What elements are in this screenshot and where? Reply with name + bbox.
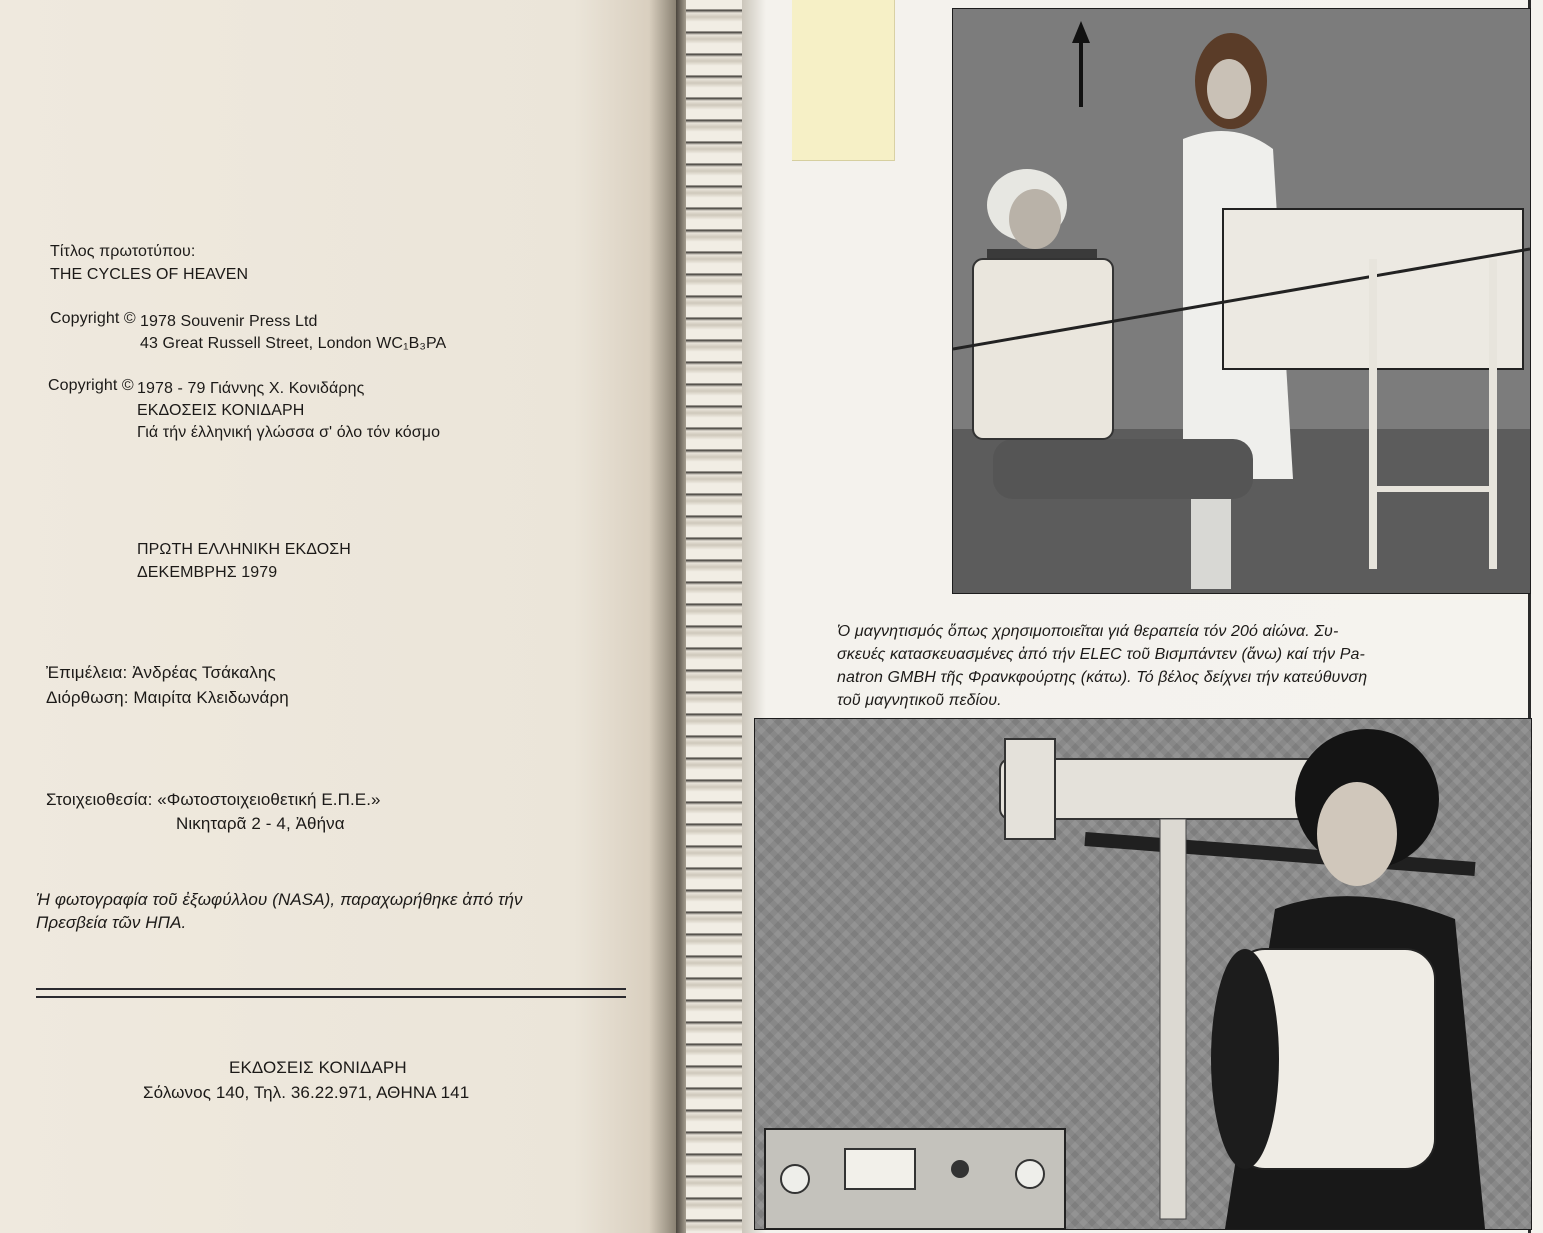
sticky-note <box>792 0 895 161</box>
caption-line4: τοῦ μαγνητικοῦ πεδίου. <box>837 692 1002 709</box>
typesetting-line2: Νικηταρᾶ 2 - 4, Ἀθήνα <box>176 814 345 833</box>
left-page <box>0 0 676 1233</box>
typesetting-line1: Στοιχειοθεσία: «Φωτοστοιχειοθετική Ε.Π.Ε.» <box>46 790 381 809</box>
proofreading-credit: Διόρθωση: Μαιρίτα Κλειδωνάρη <box>46 688 289 707</box>
copyright1-line1: 1978 Souvenir Press Ltd <box>140 313 318 330</box>
edition-line1: ΠΡΩΤΗ ΕΛΛΗΝΙΚΗ ΕΚΔΟΣΗ <box>137 541 351 558</box>
gutter-shadow <box>676 0 686 1233</box>
edition-line2: ΔΕΚΕΜΒΡΗΣ 1979 <box>137 564 278 581</box>
copyright2-line3: Γιά τήν έλληνική γλώσσα σ' όλο τόν κόσμο <box>137 424 441 441</box>
photo-bottom-illustration <box>755 719 1531 1229</box>
copyright2-line2: ΕΚΔΟΣΕΙΣ ΚΟΝΙΔΑΡΗ <box>137 402 305 419</box>
caption-line1: Ὁ μαγνητισμός ὅπως χρησιμοποιεῖται γιά θεραπεία τόν 20ό αἰώνα. Συ- <box>837 623 1339 640</box>
photo-magnetotherapy-seated-man <box>952 8 1531 594</box>
book-gutter <box>676 0 742 1233</box>
photo-magnetotherapy-seated-woman <box>754 718 1532 1230</box>
editing-credit: Ἐπιμέλεια: Ἀνδρέας Τσάκαλης <box>46 663 276 682</box>
copyright1-line2: 43 Great Russell Street, London WC₁B₃PA <box>140 335 447 352</box>
divider-rule-bottom <box>36 996 626 998</box>
copyright2-line1: 1978 - 79 Γιάννης Χ. Κονιδάρης <box>137 380 365 397</box>
copyright1-label: Copyright © <box>50 310 136 327</box>
original-title: THE CYCLES OF HEAVEN <box>50 266 249 283</box>
publisher-address: Σόλωνος 140, Τηλ. 36.22.971, ΑΘΗΝΑ 141 <box>143 1083 470 1102</box>
publisher-name: ΕΚΔΟΣΕΙΣ ΚΟΝΙΔΑΡΗ <box>229 1058 407 1077</box>
original-title-label: Τίτλος πρωτοτύπου: <box>50 243 196 260</box>
caption-line2: σκευές κατασκευασμένες ἀπό τήν ELEC τοῦ Βισμπάντεν (ἄνω) καί τήν Pa- <box>837 646 1365 663</box>
caption-line3: natron GMBH τῆς Φρανκφούρτης (κάτω). Τό βέλος δείχνει τήν κατεύθυνση <box>837 669 1368 686</box>
photo-top-illustration <box>953 9 1530 593</box>
right-page <box>742 0 1543 1233</box>
copyright2-label: Copyright © <box>48 377 134 394</box>
cover-note-line2: Πρεσβεία τῶν ΗΠΑ. <box>36 913 187 932</box>
divider-rule-top <box>36 988 626 990</box>
cover-note-line1: Ἡ φωτογραφία τοῦ ἐξωφύλλου (NASA), παραχωρήθηκε ἀπό τήν <box>36 890 523 909</box>
